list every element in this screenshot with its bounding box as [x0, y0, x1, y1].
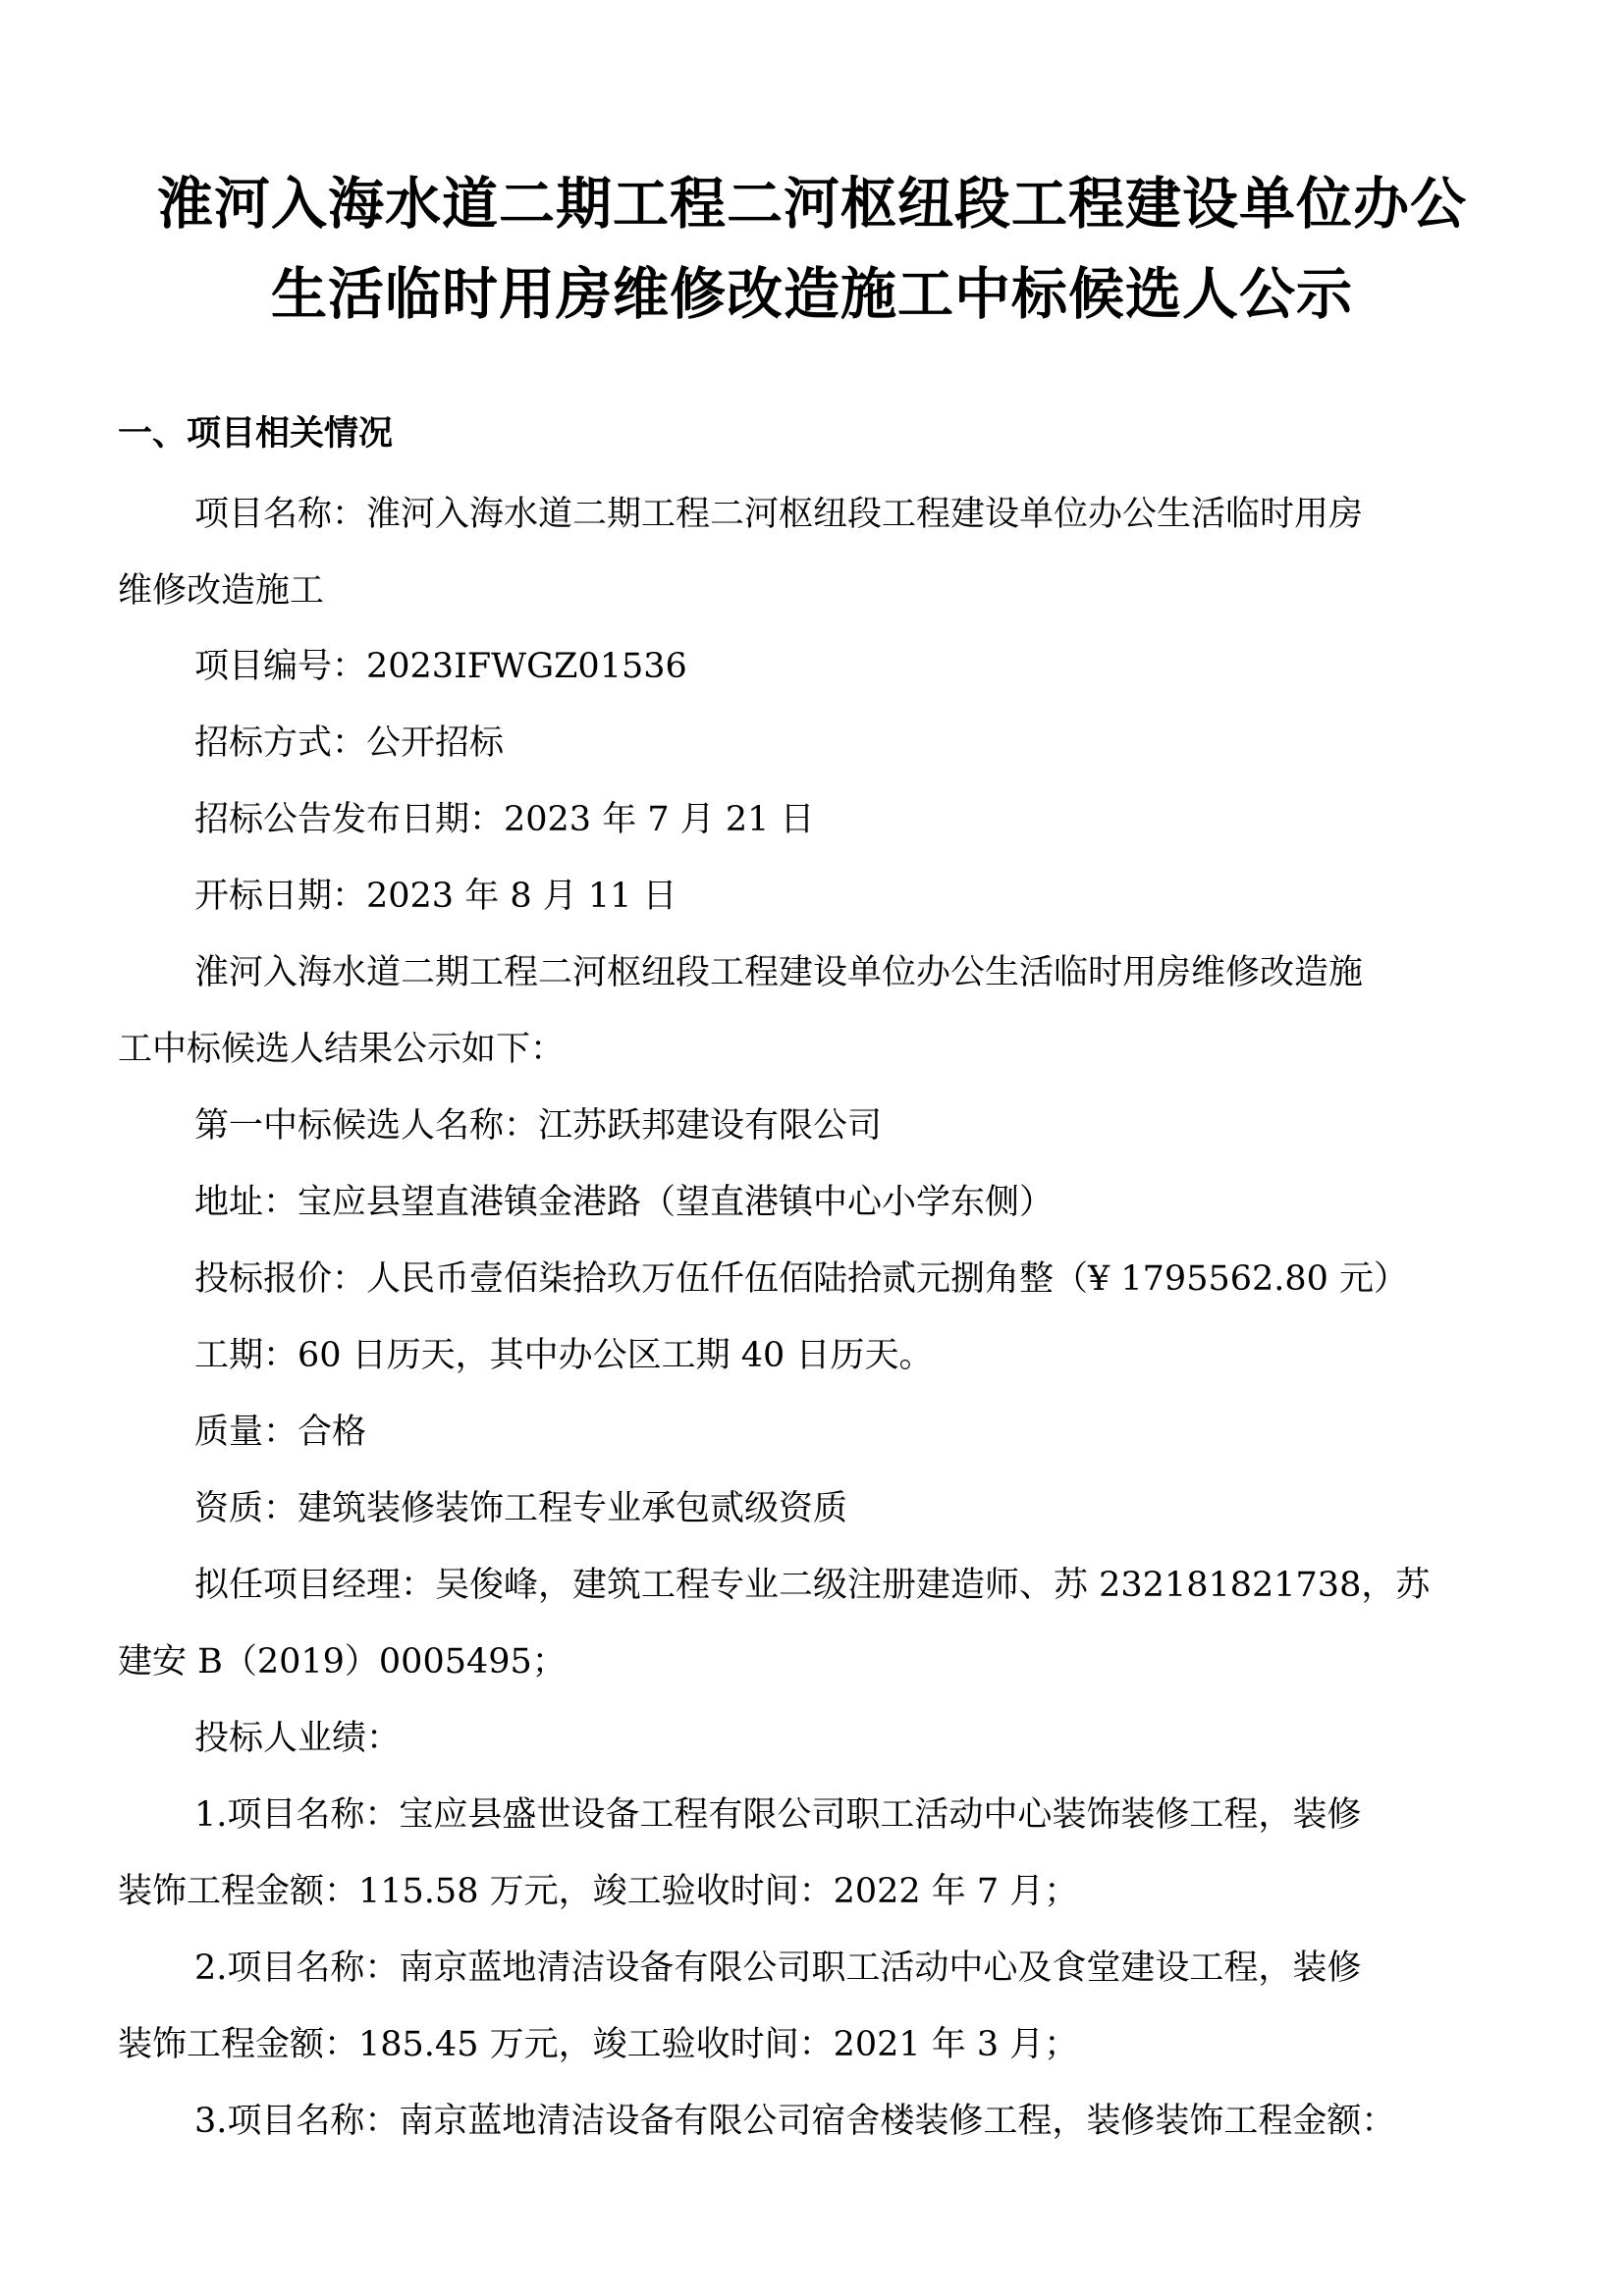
- performance-3-line-1: 3.项目名称：南京蓝地清洁设备有限公司宿舍楼装修工程，装修装饰工程金额：: [194, 2102, 1396, 2141]
- project-name-line-1: 项目名称：淮河入海水道二期工程二河枢纽段工程建设单位办公生活临时用房: [194, 495, 1364, 534]
- project-number: 项目编号：2023IFWGZ01536: [194, 647, 687, 686]
- qualification: 资质：建筑装修装饰工程专业承包贰级资质: [194, 1489, 848, 1528]
- construction-period: 工期：60 日历天，其中办公区工期 40 日历天。: [194, 1336, 934, 1375]
- quality: 质量：合格: [194, 1413, 367, 1452]
- performance-1-line-1: 1.项目名称：宝应县盛世设备工程有限公司职工活动中心装饰装修工程，装修: [194, 1795, 1362, 1835]
- intro-line-1: 淮河入海水道二期工程二河枢纽段工程建设单位办公生活临时用房维修改造施: [194, 953, 1364, 992]
- performance-heading: 投标人业绩：: [194, 1719, 402, 1758]
- candidate-address: 地址：宝应县望直港镇金港路（望直港镇中心小学东侧）: [194, 1183, 1055, 1222]
- bid-price: 投标报价：人民币壹佰柒拾玖万伍仟伍佰陆拾贰元捌角整（¥ 1795562.80 元）: [194, 1259, 1409, 1299]
- performance-1-line-2: 装饰工程金额：115.58 万元，竣工验收时间：2022 年 7 月；: [118, 1872, 1079, 1911]
- section-heading: 一、项目相关情况: [118, 414, 394, 454]
- notice-date: 招标公告发布日期：2023 年 7 月 21 日: [194, 800, 815, 839]
- intro-line-2: 工中标候选人结果公示如下：: [118, 1030, 566, 1069]
- title-line-2: 生活临时用房维修改造施工中标候选人公示: [271, 262, 1353, 327]
- performance-2-line-1: 2.项目名称：南京蓝地清洁设备有限公司职工活动中心及食堂建设工程，装修: [194, 1949, 1362, 1988]
- project-manager-line-2: 建安 B（2019）0005495；: [118, 1642, 567, 1682]
- performance-2-line-2: 装饰工程金额：185.45 万元，竣工验收时间：2021 年 3 月；: [118, 2025, 1079, 2064]
- title-line-1: 淮河入海水道二期工程二河枢纽段工程建设单位办公: [157, 172, 1467, 237]
- candidate-name: 第一中标候选人名称：江苏跃邦建设有限公司: [194, 1106, 883, 1146]
- project-manager-line-1: 拟任项目经理：吴俊峰，建筑工程专业二级注册建造师、苏 232181821738，苏: [194, 1566, 1431, 1605]
- project-name-line-2: 维修改造施工: [118, 571, 325, 611]
- document-title: [98, 159, 1526, 340]
- bid-method: 招标方式：公开招标: [194, 723, 505, 763]
- open-date: 开标日期：2023 年 8 月 11 日: [194, 877, 677, 916]
